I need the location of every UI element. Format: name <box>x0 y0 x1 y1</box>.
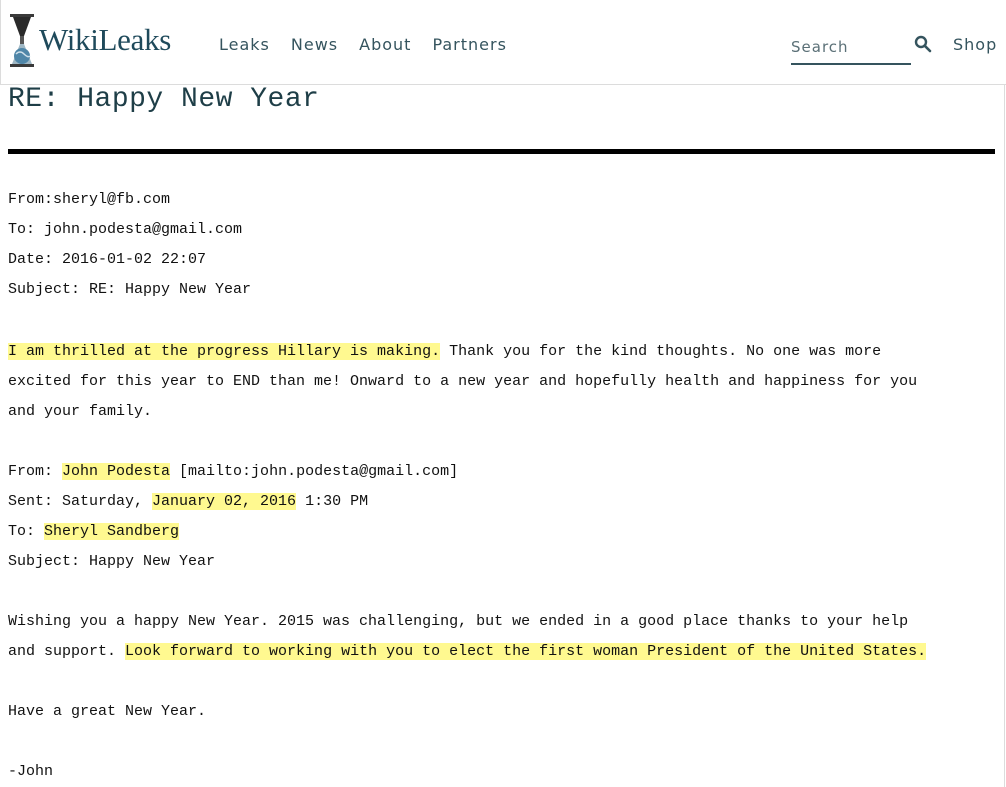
meta-date-label: Date: <box>8 251 63 268</box>
hourglass-globe-icon <box>8 12 36 68</box>
quoted-from-rest: [mailto:john.podesta@gmail.com] <box>170 463 459 480</box>
meta-to <box>8 215 242 245</box>
quoted-to-label: To: <box>8 523 45 540</box>
quoted-to-name: Sheryl Sandberg <box>44 523 180 540</box>
quoted-from <box>8 457 458 487</box>
logo-text: WikiLeaks <box>39 22 172 57</box>
search-box <box>791 36 911 65</box>
wikileaks-logo[interactable] <box>8 12 171 72</box>
body-line-3: Have a great New Year. <box>8 703 207 720</box>
body-highlight: Look forward to working with you to elect the first woman President of the United States. <box>125 643 927 660</box>
quoted-from-name: John Podesta <box>62 463 171 480</box>
body-line-2 <box>8 637 926 667</box>
reply-line-1-rest: Thank you for the kind thoughts. No one was more <box>440 343 882 360</box>
quoted-sent-label: Sent: Saturday, <box>8 493 153 510</box>
signature: -John <box>8 763 54 780</box>
nav-leaks[interactable]: Leaks <box>219 35 270 54</box>
quoted-to <box>8 517 179 547</box>
reply-highlight: I am thrilled at the progress Hillary is making. <box>8 343 441 360</box>
quoted-from-label: From: <box>8 463 63 480</box>
body-line-2-start: and support. <box>8 643 126 660</box>
reply-line-2: excited for this year to END than me! Onward to a new year and hopefully health and happiness for you <box>8 373 918 390</box>
header-left-border <box>0 0 1 84</box>
nav-about[interactable]: About <box>359 35 412 54</box>
meta-subject <box>8 275 251 305</box>
page-title: RE: Happy New Year <box>8 84 320 115</box>
meta-from-value: sheryl@fb.com <box>53 191 171 208</box>
nav-shop[interactable]: Shop <box>953 35 998 54</box>
nav-news[interactable]: News <box>290 35 339 54</box>
meta-date-value: 2016-01-02 22:07 <box>62 251 207 268</box>
quoted-sent-time: 1:30 PM <box>296 493 369 510</box>
quoted-subject: Subject: Happy New Year <box>8 553 216 570</box>
search-icon[interactable] <box>914 35 932 53</box>
main-nav <box>219 35 528 54</box>
content-right-border <box>1004 84 1005 787</box>
nav-partners[interactable]: Partners <box>432 35 507 54</box>
meta-to-label: To: <box>8 221 45 238</box>
meta-subject-value: RE: Happy New Year <box>89 281 252 298</box>
quoted-sent <box>8 487 368 517</box>
meta-to-value: john.podesta@gmail.com <box>44 221 243 238</box>
quoted-sent-date: January 02, 2016 <box>152 493 297 510</box>
reply-line-3: and your family. <box>8 403 153 420</box>
meta-from-label: From: <box>8 191 54 208</box>
site-header <box>0 0 1006 85</box>
meta-date <box>8 245 206 275</box>
search-input[interactable] <box>791 36 909 58</box>
meta-from <box>8 185 170 215</box>
reply-line-1 <box>8 337 881 367</box>
meta-subject-label: Subject: <box>8 281 90 298</box>
title-divider <box>8 149 995 154</box>
body-line-1: Wishing you a happy New Year. 2015 was challenging, but we ended in a good place thanks to your help <box>8 613 909 630</box>
